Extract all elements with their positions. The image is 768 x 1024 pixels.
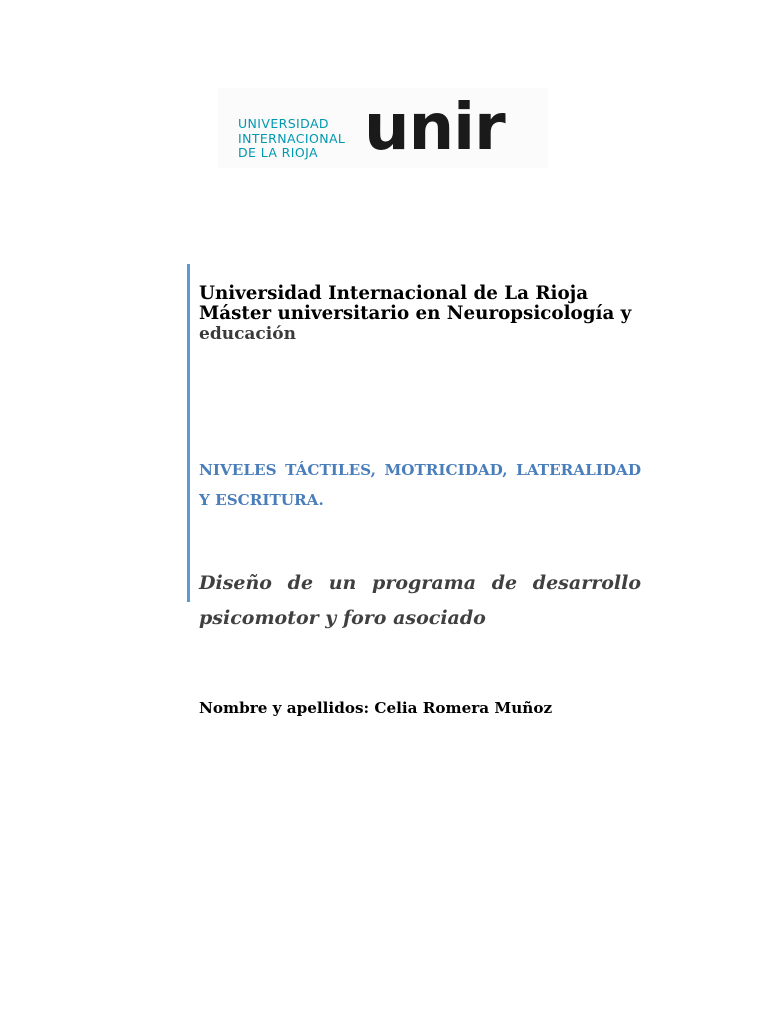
master-name-line-1: Máster universitario en Neuropsicología y (199, 303, 632, 324)
logo-university-name (238, 117, 345, 161)
logo-line-3: DE LA RIOJA (238, 145, 318, 160)
document-subtitle: Diseño de un programa de desarrollo psicomotor y foro asociado (199, 572, 641, 629)
logo-line-2: INTERNACIONAL (238, 130, 346, 146)
university-name: Universidad Internacional de La Rioja (199, 283, 589, 304)
institution-heading (199, 284, 641, 344)
accent-bar (187, 264, 190, 602)
master-name-line-2: educación (199, 324, 296, 344)
unir-logo (218, 88, 548, 168)
author-name: Nombre y apellidos: Celia Romera Muñoz (199, 699, 553, 717)
logo-line-1: UNIVERSIDAD (238, 116, 329, 131)
document-topic: NIVELES TÁCTILES, MOTRICIDAD, LATERALIDAD Y ESCRITURA. (199, 461, 641, 509)
logo-wordmark: unir (364, 91, 505, 165)
